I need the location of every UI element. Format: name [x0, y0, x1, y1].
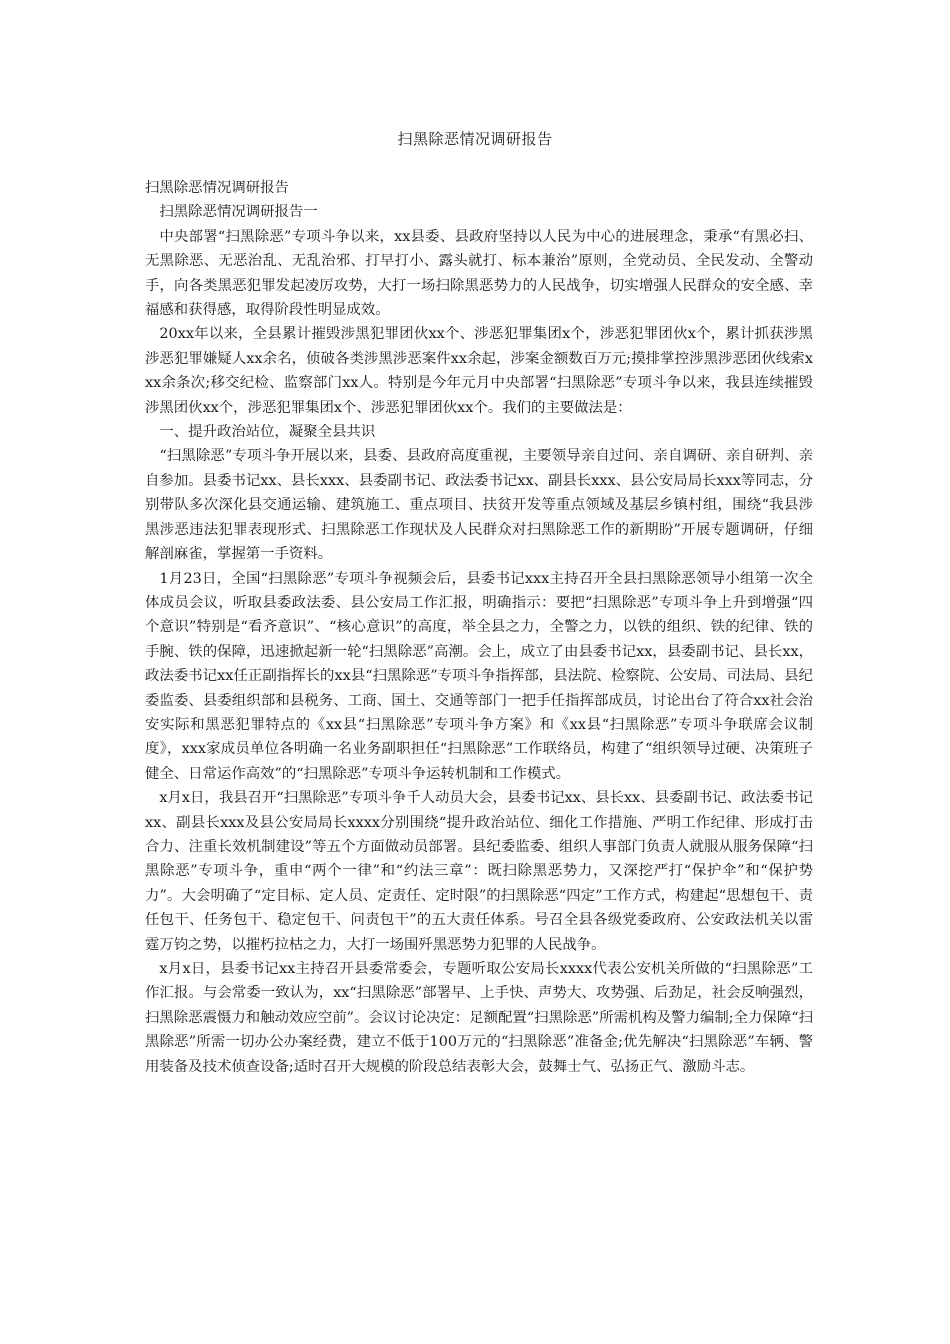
- paragraph-1: 中央部署“扫黑除恶”专项斗争以来，xx县委、县政府坚持以人民为中心的进展理念，秉承“有黑必扫、无黑除恶、无恶治乱、无乱治邪、打早打小、露头就打、标本兼治”原则，全党动员、全民发动、全警动手，向各类黑恶犯罪发起凌厉攻势，大打一场扫除黑恶势力的人民战争，切实增强人民群众的安全感、幸福感和获得感，取得阶段性明显成效。: [145, 228, 813, 319]
- section-heading: 扫黑除恶情况调研报告: [145, 180, 289, 196]
- paragraph-2: 20xx年以来，全县累计摧毁涉黑犯罪团伙xx个、涉恶犯罪集团x个，涉恶犯罪团伙x个，累计抓获涉黑涉恶犯罪嫌疑人xx余名，侦破各类涉黑涉恶案件xx余起，涉案金额数百万元;摸排掌控涉黑涉恶团伙线索xxx余条次;移交纪检、监察部门xx人。特别是今年元月中央部署“扫黑除恶”专项斗争以来，我县连续摧毁涉黑团伙xx个，涉恶犯罪集团x个、涉恶犯罪团伙xx个。我们的主要做法是：: [145, 326, 813, 416]
- paragraph-4: 1月23日，全国“扫黑除恶”专项斗争视频会后，县委书记xxx主持召开全县扫黑除恶领导小组第一次全体成员会议，听取县委政法委、县公安局工作汇报，明确指示：要把“扫黑除恶”专项斗争上升到增强“四个意识”特别是“看齐意识”、“核心意识”的高度，举全县之力，全警之力，以铁的组织、铁的纪律、铁的手腕、铁的保障，迅速掀起新一轮“扫黑除恶”高潮。会上，成立了由县委书记xx，县委副书记、县长xx，政法委书记xx任正副指挥长的xx县“扫黑除恶”专项斗争指挥部，县法院、检察院、公安局、司法局、县纪委监委、县委组织部和县税务、工商、国土、交通等部门一把手任指挥部成员，讨论出台了符合xx社会治安实际和黑恶犯罪特点的《xx县“扫黑除恶”专项斗争方案》和《xx县“扫黑除恶”专项斗争联席会议制度》，xxx家成员单位各明确一名业务副职担任“扫黑除恶”工作联络员，构建了“组织领导过硬、决策班子健全、日常运作高效”的“扫黑除恶”专项斗争运转机制和工作模式。: [145, 570, 813, 782]
- document-title: 扫黑除恶情况调研报告: [397, 130, 553, 148]
- document-body: [145, 176, 813, 1079]
- paragraph-5: x月x日，我县召开“扫黑除恶”专项斗争千人动员大会，县委书记xx、县长xx、县委副书记、政法委书记xx、副县长xxx及县公安局局长xxxx分别围绕“提升政治站位、细化工作措施、严明工作纪律、形成打击合力、注重长效机制建设”等五个方面做动员部署。县纪委监委、组织人事部门负责人就服从服务保障“扫黑除恶”专项斗争，重申“两个一律”和“约法三章”：既扫除黑恶势力，又深挖严打“保护伞”和“保护势力”。大会明确了“定目标、定人员、定责任、定时限”的扫黑除恶“四定”工作方式，构建起“思想包干、责任包干、任务包干、稳定包干、问责包干”的五大责任体系。号召全县各级党委政府、公安政法机关以雷霆万钧之势，以摧朽拉枯之力，大打一场围歼黑恶势力犯罪的人民战争。: [145, 790, 813, 953]
- paragraph-section-title: 一、提升政治站位，凝聚全县共识: [159, 424, 376, 441]
- section-subheading: 扫黑除恶情况调研报告一: [159, 204, 318, 221]
- paragraph-6: x月x日，县委书记xx主持召开县委常委会，专题听取公安局长xxxx代表公安机关所做的“扫黑除恶”工作汇报。与会常委一致认为，xx“扫黑除恶”部署早、上手快、声势大、攻势强、后劲足，社会反响强烈，扫黑除恶震慑力和触动效应空前”。会议讨论决定：足额配置“扫黑除恶”所需机构及警力编制;全力保障“扫黑除恶”所需一切办公办案经费，建立不低于100万元的“扫黑除恶”准备金;优先解决“扫黑除恶”车辆、警用装备及技术侦查设备;适时召开大规模的阶段总结表彰大会，鼓舞士气、弘扬正气、激励斗志。: [145, 961, 813, 1075]
- paragraph-3: “扫黑除恶”专项斗争开展以来，县委、县政府高度重视，主要领导亲自过问、亲自调研、亲自研判、亲自参加。县委书记xx、县长xxx、县委副书记、政法委书记xx、副县长xxx、县公安局局长xxx等同志，分别带队多次深化县交通运输、建筑施工、重点项目、扶贫开发等重点领域及基层乡镇村组，围绕“我县涉黑涉恶违法犯罪表现形式、扫黑除恶工作现状及人民群众对扫黑除恶工作的新期盼”开展专题调研，仔细解剖麻雀，掌握第一手资料。: [145, 448, 813, 563]
